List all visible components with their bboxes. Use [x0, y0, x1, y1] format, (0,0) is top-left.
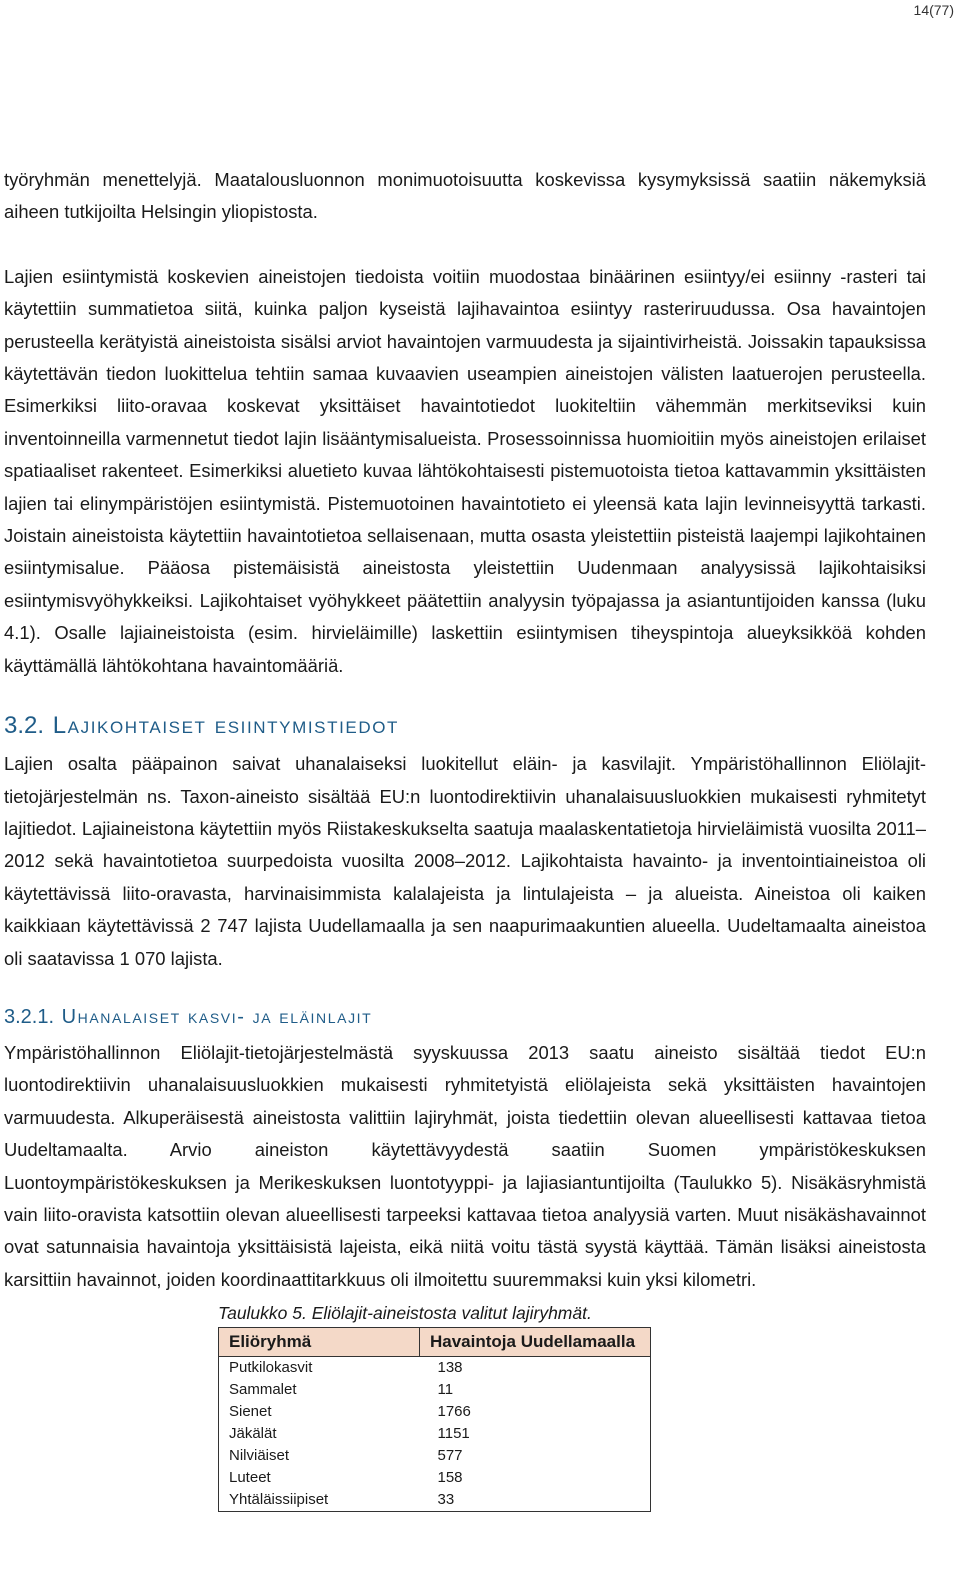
table-caption: Taulukko 5. Eliölajit-aineistosta valitut lajiryhmät. — [218, 1303, 592, 1324]
table-row — [219, 1379, 651, 1401]
cell-count: 1766 — [437, 1403, 471, 1421]
paragraph-gap — [4, 229, 926, 261]
column-header-group: Eliöryhmä — [219, 1328, 420, 1357]
subsection-title: Uhanalaiset kasvi- ja eläinlajit — [61, 1005, 373, 1028]
cell-group: Putkilokasvit — [229, 1359, 313, 1377]
cell-group: Sienet — [229, 1403, 272, 1421]
cell-count: 158 — [437, 1469, 463, 1487]
cell-group: Nilviäiset — [229, 1447, 290, 1465]
section-heading-3-2-1 — [4, 997, 926, 1037]
section-heading-3-2 — [4, 704, 926, 748]
cell-count: 1151 — [437, 1425, 470, 1443]
page-number: 14(77) — [913, 2, 954, 18]
column-header-count: Havaintoja Uudellamaalla — [420, 1328, 651, 1357]
document-body — [4, 164, 926, 1512]
table-row — [219, 1423, 651, 1445]
section-number: 3.2. — [4, 712, 45, 740]
cell-group: Sammalet — [229, 1381, 297, 1399]
cell-group: Luteet — [229, 1469, 271, 1487]
table-row — [219, 1357, 651, 1380]
paragraph-species-data: Lajien osalta pääpainon saivat uhanalaiseksi luokitellut eläin- ja kasvilajit. Ympäristöhallinnon Eliölajit-tietojärjestelmän ns. Taxon-aineisto sisältää EU:n luontodirektiivin uhanalaisuusluokkien mukaisesti ryhmitetyt lajitiedot. Lajiaineistona käytettiin myös Riistakeskukselta saatuja maalaskentatietoja hirvieläimistä vuosilta 2011–2012 sekä havaintotietoa suurpedoista vuosilta 2008–2012. Lajikohtaista havainto- ja inventointiaineistoa oli käytettävissä liito-oravasta, harvinaisimmista kalalajeista ja lintulajeista – ja alueista. Aineistoa oli kaiken kaikkiaan käytettävissä 2 747 lajista Uudellamaalla ja sen naapurimaakuntien alueella. Uudeltamaalta aineistoa oli saatavissa 1 070 lajista. — [4, 753, 926, 969]
subsection-number: 3.2.1. — [4, 1005, 55, 1028]
table-container — [218, 1300, 926, 1512]
table-header-row — [219, 1328, 651, 1357]
cell-count: 577 — [437, 1447, 463, 1465]
table-row — [219, 1467, 651, 1489]
cell-group: Jäkälät — [229, 1425, 277, 1443]
cell-count: 33 — [437, 1491, 455, 1509]
paragraph-raster-data: Lajien esiintymistä koskevien aineistojen tiedoista voitiin muodostaa binäärinen esiintyy/ei esiinny -rasteri tai käytettiin summatietoa siitä, kuinka paljon kyseistä lajihavaintoa esiintyy rasteriruudussa. Osa havaintojen perusteella kerätyistä aineistoista sisälsi arviot havaintojen varmuudesta ja sijaintivirheistä. Joissakin tapauksissa käytettävän tiedon luokittelua tehtiin samaa kuvaavien useampien aineistojen välisten laatuerojen perusteella. Esimerkiksi liito-oravaa koskevat yksittäiset havaintotiedot luokiteltiin vähemmän merkitseviksi kuin inventoinneilla varmennetut tiedot lajin lisääntymisalueista. Prosessoinnissa huomioitiin myös aineistojen erilaiset spatiaaliset rakenteet. Esimerkiksi aluetieto kuvaa lähtökohtaisesti pistemuotoista tietoa kattavammin yksittäisten lajien tai elinympäristöjen esiintymistä. Pistemuotoinen havaintotieto ei yleensä kata lajin levinneisyyttä tarkasti. Joistain aineistoista käytettiin havaintotietoa sellaisenaan, mutta osasta yleistettiin pisteistä laajempi lajikohtainen esiintymisalue. Pääosa pistemäisistä aineistosta yleistettiin Uudenmaan analyysissä lajikohtaisiksi esiintymisvyöhykkeiksi. Lajikohtaiset vyöhykkeet päätettiin analyysin työpajassa ja asiantuntijoiden kanssa (luku 4.1). Osalle lajiaineistoista (esim. hirvieläimille) laskettiin esiintymisen tiheyspintoja alueyksikköä kohden käyttämällä lähtökohtana havaintomääriä. — [4, 265, 926, 676]
paragraph-continued: työryhmän menettelyjä. Maatalousluonnon monimuotoisuutta koskevissa kysymyksissä saatiin näkemyksiä aiheen tutkijoilta Helsingin yliopistosta. — [4, 169, 926, 223]
table-row — [219, 1489, 651, 1512]
species-group-table — [218, 1327, 651, 1512]
paragraph-threatened-species: Ympäristöhallinnon Eliölajit-tietojärjestelmästä syyskuussa 2013 saatu aineisto sisältää tiedot EU:n luontodirektiivin uhanalaisuusluokkien mukaisesti ryhmitetyistä eliölajeista sekä yksittäisten havaintojen varmuudesta. Alkuperäisestä aineistosta valittiin lajiryhmät, joista tiedettiin olevan alueellisesti kattavaa tietoa Uudeltamaalta. Arvio aineiston käytettävyydestä saatiin Suomen ympäristökeskuksen Luontoympäristökeskuksen ja Merikeskuksen luontotyyppi- ja lajiasiantuntijoilta (Taulukko 5). Nisäkäsryhmistä vain liito-oravista katsottiin olevan alueellisesti tarpeeksi kattavaa tietoa analyysiä varten. Muut nisäkäshavainnot ovat satunnaisia havaintoja yksittäisistä lajeista, eikä niitä voitu tästä syystä käyttää. Tämän lisäksi aineistosta karsittiin havainnot, joiden koordinaattitarkkuus oli ilmoitettu suuremmaksi kuin yksi kilometri. — [4, 1041, 926, 1290]
cell-group: Yhtäläissiipiset — [229, 1491, 329, 1509]
cell-count: 11 — [437, 1381, 454, 1399]
table-row — [219, 1401, 651, 1423]
table-row — [219, 1445, 651, 1467]
cell-count: 138 — [437, 1359, 463, 1377]
section-title: Lajikohtaiset esiintymistiedot — [52, 712, 400, 740]
